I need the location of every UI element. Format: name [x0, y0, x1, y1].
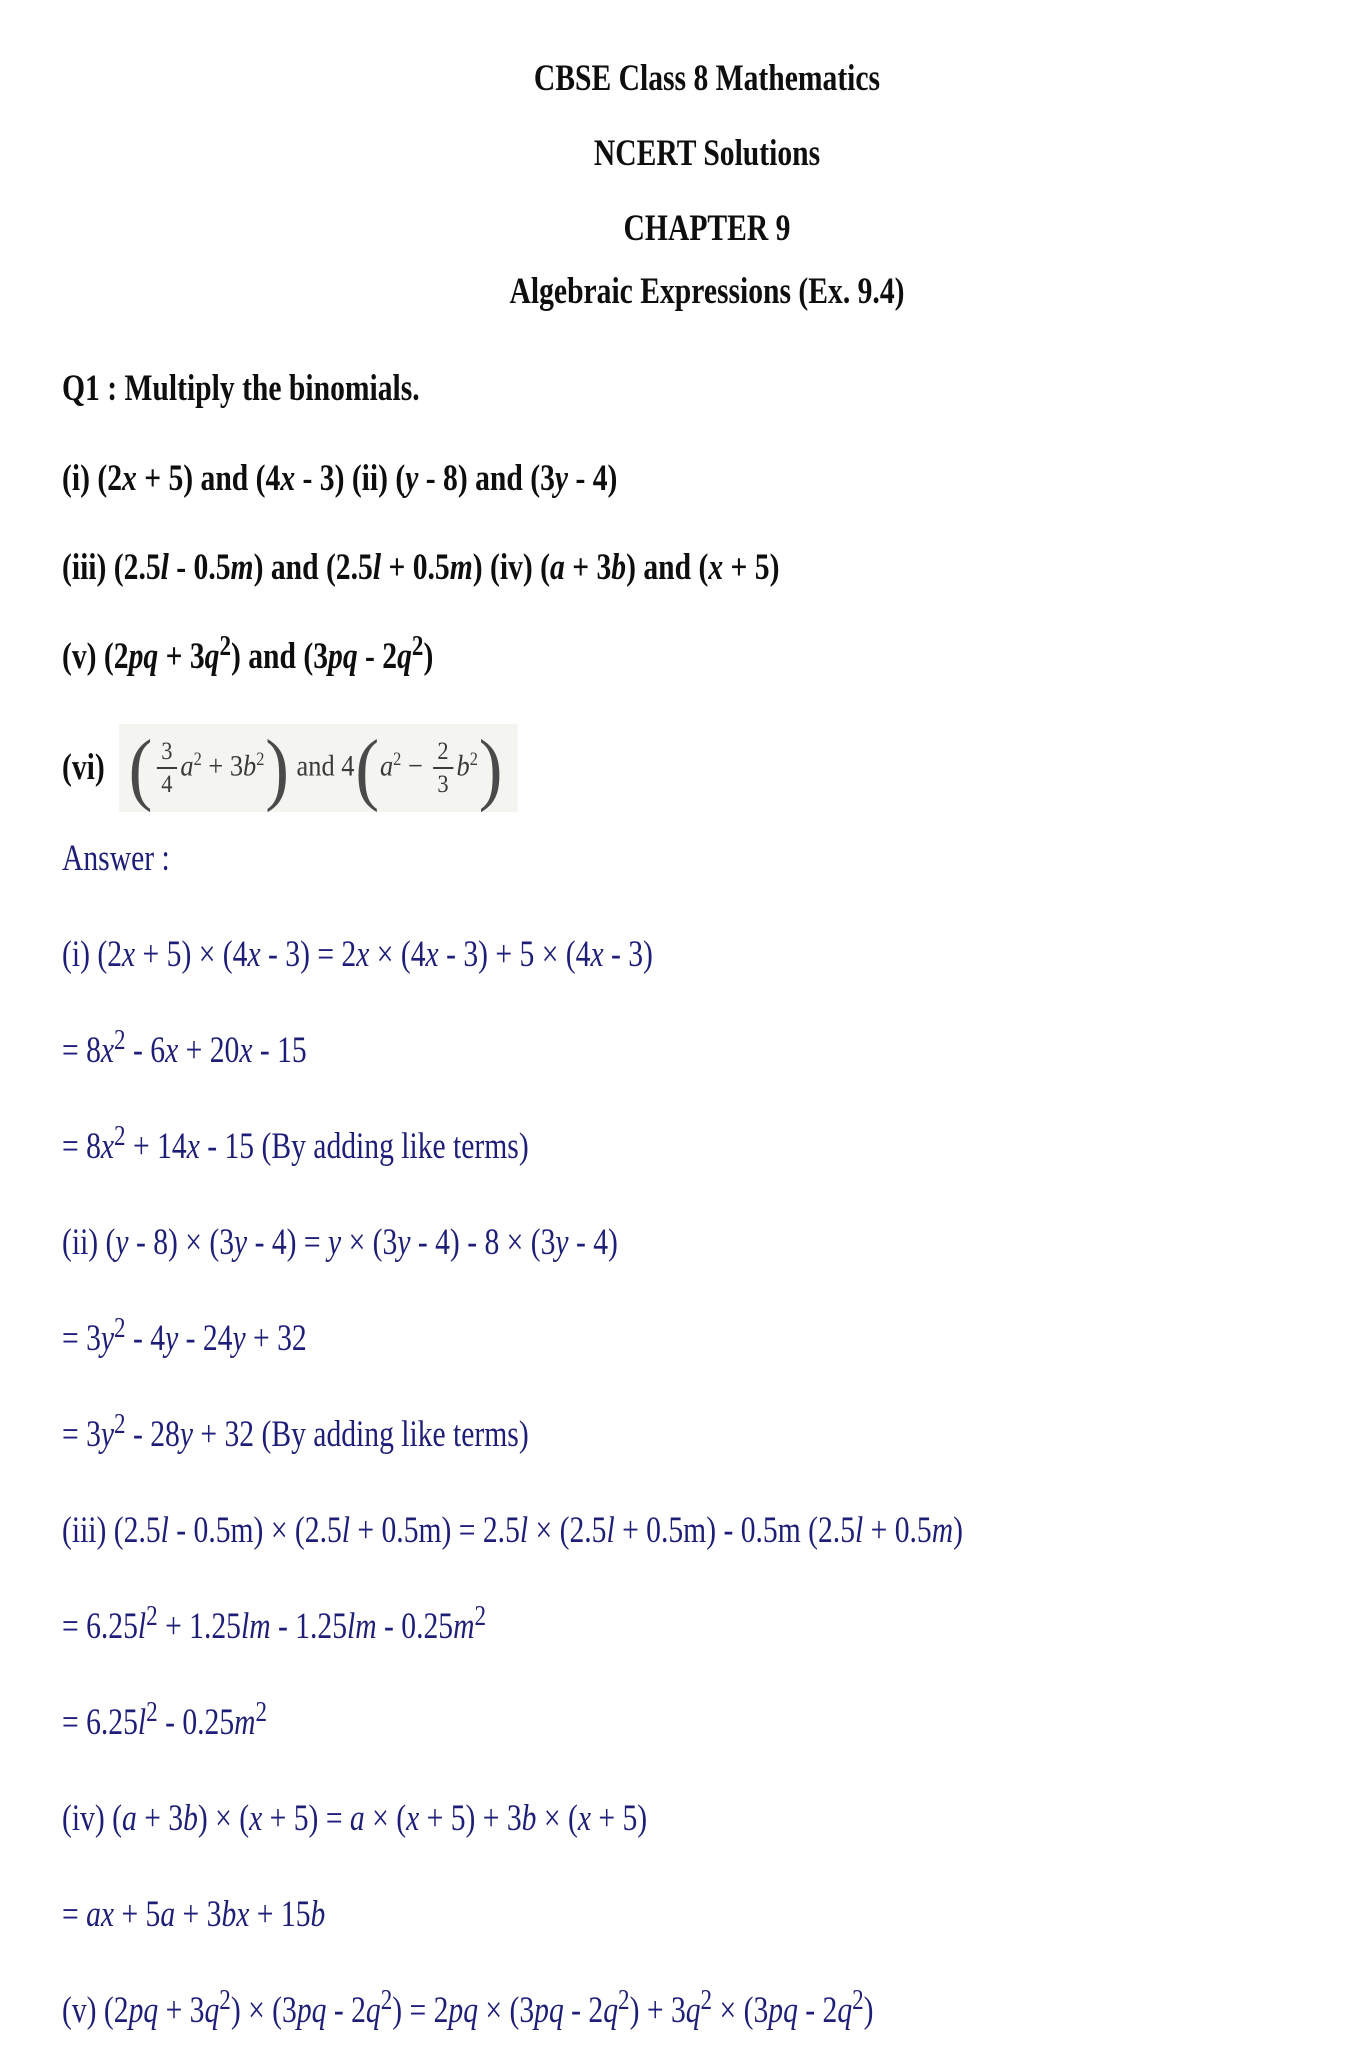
- text-segment: + 32 (By adding like terms): [193, 1414, 529, 1455]
- text-segment: ) + 3: [629, 1990, 686, 2031]
- superscript: 2: [219, 630, 231, 663]
- variable: x: [247, 934, 261, 975]
- text-segment: - 6: [125, 1030, 166, 1071]
- variable: l: [519, 1510, 529, 1551]
- text-segment: - 3) (ii) (: [295, 458, 406, 499]
- question-line-iii-iv: [62, 540, 1107, 596]
- variable: pq: [328, 636, 358, 677]
- text-segment: × (2.5: [528, 1510, 607, 1551]
- paren-glyph: (: [355, 722, 380, 813]
- superscript: 2: [219, 1984, 231, 2017]
- text-segment: (v) (2: [62, 636, 129, 677]
- superscript: 2: [146, 1696, 158, 1729]
- text-segment: ) and (3: [231, 636, 329, 677]
- text-segment: + 0.5m) = 2.5: [350, 1510, 520, 1551]
- document-body: [0, 317, 1368, 2040]
- variable: ax: [86, 1894, 115, 1935]
- superscript: 2: [256, 748, 265, 770]
- variable: x: [425, 934, 439, 975]
- text-segment: + 5) + 3: [419, 1798, 522, 1839]
- text-segment: × (4: [369, 934, 426, 975]
- variable: y: [554, 458, 569, 499]
- text-segment: + 15: [249, 1894, 311, 1935]
- text-segment: and 4: [290, 748, 355, 782]
- text-segment: =: [62, 1894, 87, 1935]
- text-segment: (iv) (: [62, 1798, 122, 1839]
- text-segment: - 3): [603, 934, 653, 975]
- variable: a: [180, 748, 195, 782]
- text-segment: - 2: [326, 1990, 366, 2031]
- text-segment: = 6.25: [62, 1702, 138, 1743]
- variable: y: [328, 1222, 342, 1263]
- text-segment: + 1.25: [157, 1606, 241, 1647]
- superscript: 2: [474, 1600, 487, 1633]
- text-segment: - 8) × (3: [128, 1222, 235, 1263]
- variable: x: [165, 1030, 179, 1071]
- text-segment: = 6.25: [62, 1606, 138, 1647]
- variable: lm: [347, 1606, 377, 1647]
- question-title: Q1 : Multiply the binomials.: [62, 368, 420, 409]
- variable: x: [186, 1126, 200, 1167]
- text-segment: ) (iv) (: [472, 547, 550, 588]
- variable: m: [230, 547, 254, 588]
- variable: x: [239, 1030, 253, 1071]
- variable: b: [611, 547, 627, 588]
- text-segment: + 5): [723, 547, 780, 588]
- text-segment: + 5: [114, 1894, 161, 1935]
- text-segment: + 32: [245, 1318, 307, 1359]
- text-segment: - 2: [797, 1990, 838, 2031]
- variable: x: [356, 934, 370, 975]
- variable: bx: [221, 1894, 250, 1935]
- variable: q: [204, 636, 220, 677]
- text-segment: - 1.25: [270, 1606, 348, 1647]
- text-segment: + 20: [178, 1030, 240, 1071]
- superscript: 2: [618, 1984, 630, 2017]
- answer-line-2: [62, 1022, 1107, 1080]
- variable: x: [590, 934, 604, 975]
- text-segment: + 3: [175, 1894, 222, 1935]
- text-segment: - 15 (By adding like terms): [199, 1126, 529, 1167]
- text-segment: + 3: [158, 636, 205, 677]
- superscript: 2: [114, 1120, 126, 1153]
- variable: b: [243, 748, 257, 782]
- answer-line-7: [62, 1502, 1107, 1560]
- variable: pq: [448, 1990, 479, 2031]
- text-segment: - 0.5: [168, 547, 231, 588]
- text-segment: (i) (2: [62, 458, 122, 499]
- paren-glyph: ): [479, 722, 503, 813]
- variable: y: [405, 458, 419, 499]
- text-segment: - 15: [252, 1030, 307, 1071]
- variable: y: [165, 1318, 179, 1359]
- variable: y: [232, 1318, 246, 1359]
- doc-subtitle: NCERT Solutions: [593, 133, 821, 174]
- text-segment: + 5) =: [262, 1798, 350, 1839]
- text-segment: - 3) = 2: [260, 934, 357, 975]
- variable: l: [160, 1510, 169, 1551]
- chapter-heading: CHAPTER 9: [623, 208, 791, 249]
- text-segment: ): [863, 1990, 874, 2031]
- text-segment: + 3: [136, 1798, 184, 1839]
- variable: q: [397, 636, 412, 677]
- text-segment: + 5) × (4: [135, 934, 248, 975]
- question-line-vi: [62, 718, 1368, 818]
- doc-title: CBSE Class 8 Mathematics: [533, 58, 881, 99]
- variable: l: [606, 1510, 615, 1551]
- text-segment: + 0.5m) - 0.5m (2.5: [614, 1510, 855, 1551]
- variable: b: [456, 748, 471, 782]
- document-header: [0, 0, 1368, 317]
- exercise-heading: Algebraic Expressions (Ex. 9.4): [509, 271, 905, 312]
- superscript: 2: [114, 1408, 126, 1441]
- superscript: 2: [700, 1984, 713, 2017]
- variable: x: [249, 1798, 263, 1839]
- superscript: 2: [852, 1984, 864, 2017]
- variable: pq: [128, 1990, 159, 2031]
- text-segment: + 0.5: [863, 1510, 932, 1551]
- variable: y: [100, 1318, 115, 1359]
- superscript: 2: [114, 1024, 126, 1057]
- answer-line-4: [62, 1214, 1107, 1272]
- answer-line-12: [62, 1982, 1107, 2040]
- variable: x: [100, 1126, 115, 1167]
- answer-line-10: [62, 1790, 1107, 1848]
- text-segment: (i) (2: [62, 934, 122, 975]
- variable: a: [349, 1798, 365, 1839]
- variable: y: [179, 1414, 194, 1455]
- variable: m: [449, 547, 473, 588]
- paren-glyph: (: [129, 722, 153, 813]
- text-segment: + 3: [202, 748, 244, 782]
- superscript: 2: [255, 1696, 268, 1729]
- variable: x: [122, 934, 136, 975]
- text-segment: ) and (2.5: [253, 547, 373, 588]
- superscript: 2: [146, 1600, 158, 1633]
- answer-line-6: [62, 1406, 1107, 1464]
- text-segment: - 4: [125, 1318, 166, 1359]
- text-segment: × (: [536, 1798, 578, 1839]
- variable: l: [137, 1606, 147, 1647]
- text-segment: + 3: [564, 547, 612, 588]
- variable: a: [550, 547, 565, 588]
- answer-line-11: [62, 1886, 1107, 1944]
- text-segment: - 24: [178, 1318, 233, 1359]
- variable: q: [685, 1990, 701, 2031]
- variable: y: [397, 1222, 411, 1263]
- variable: l: [137, 1702, 147, 1743]
- text-segment: + 5): [590, 1798, 648, 1839]
- text-segment: −: [401, 748, 430, 782]
- variable: q: [837, 1990, 853, 2031]
- variable: l: [160, 547, 169, 588]
- text-segment: ): [423, 636, 434, 677]
- fraction: $\frac{3}{4}$: [157, 737, 177, 798]
- question-vi-formula: [119, 724, 517, 813]
- text-segment: - 3) + 5 × (4: [438, 934, 591, 975]
- variable: lm: [240, 1606, 271, 1647]
- answer-line-9: [62, 1694, 1107, 1752]
- text-segment: ) × (3: [230, 1990, 297, 2031]
- variable: b: [183, 1798, 198, 1839]
- variable: x: [280, 458, 296, 499]
- text-segment: - 4): [568, 458, 618, 499]
- answer-heading: Answer :: [62, 838, 170, 879]
- text-segment: + 0.5: [381, 547, 450, 588]
- text-segment: = 8: [62, 1030, 101, 1071]
- text-segment: (iii) (2.5: [62, 547, 161, 588]
- text-segment: - 4) - 8 × (3: [410, 1222, 556, 1263]
- answer-line-1: [62, 926, 1107, 984]
- text-segment: = 3: [62, 1318, 101, 1359]
- superscript: 2: [380, 1984, 393, 2017]
- variable: x: [406, 1798, 420, 1839]
- variable: x: [577, 1798, 591, 1839]
- text-segment: - 2: [563, 1990, 604, 2031]
- text-segment: ) = 2: [392, 1990, 449, 2031]
- text-segment: = 8: [62, 1126, 101, 1167]
- text-segment: × (3: [341, 1222, 398, 1263]
- variable: m: [234, 1702, 256, 1743]
- text-segment: × (3: [478, 1990, 535, 2031]
- question-line-v: [62, 629, 1107, 685]
- variable: a: [380, 748, 394, 782]
- question-vi-label: (vi): [62, 747, 105, 788]
- superscript: 2: [411, 630, 424, 663]
- text-segment: (iii) (2.5: [62, 1510, 161, 1551]
- text-segment: ): [953, 1510, 963, 1551]
- text-segment: × (: [364, 1798, 407, 1839]
- variable: q: [603, 1990, 619, 2031]
- variable: x: [708, 547, 724, 588]
- variable: y: [100, 1414, 115, 1455]
- text-segment: - 8) and (3: [418, 458, 555, 499]
- text-segment: - 28: [125, 1414, 180, 1455]
- variable: q: [204, 1990, 220, 2031]
- paren-glyph: ): [265, 722, 290, 813]
- variable: b: [310, 1894, 326, 1935]
- variable: pq: [534, 1990, 564, 2031]
- answer-line-5: [62, 1310, 1107, 1368]
- variable: y: [555, 1222, 569, 1263]
- variable: l: [341, 1510, 350, 1551]
- variable: q: [365, 1990, 381, 2031]
- text-segment: - 2: [357, 636, 398, 677]
- text-segment: - 4): [568, 1222, 618, 1263]
- text-segment: = 3: [62, 1414, 101, 1455]
- text-segment: - 4) =: [247, 1222, 329, 1263]
- variable: m: [453, 1606, 475, 1647]
- superscript: 2: [470, 748, 479, 770]
- text-segment: + 5) and (4: [136, 458, 281, 499]
- text-segment: + 14: [125, 1126, 187, 1167]
- superscript: 2: [194, 748, 203, 770]
- text-segment: ) × (: [197, 1798, 250, 1839]
- variable: pq: [296, 1990, 327, 2031]
- variable: pq: [768, 1990, 798, 2031]
- text-segment: ) and (: [626, 547, 709, 588]
- variable: x: [122, 458, 137, 499]
- variable: b: [521, 1798, 537, 1839]
- variable: l: [372, 547, 382, 588]
- text-segment: (v) (2: [62, 1990, 129, 2031]
- text-segment: - 0.25: [157, 1702, 235, 1743]
- variable: a: [160, 1894, 176, 1935]
- variable: pq: [128, 636, 159, 677]
- superscript: 2: [393, 748, 402, 770]
- text-segment: - 0.25: [376, 1606, 454, 1647]
- variable: y: [115, 1222, 129, 1263]
- fraction: $\frac{2}{3}$: [433, 737, 453, 798]
- answer-line-8: [62, 1598, 1107, 1656]
- answer-line-3: [62, 1118, 1107, 1176]
- superscript: 2: [114, 1312, 126, 1345]
- text-segment: + 3: [158, 1990, 205, 2031]
- variable: a: [122, 1798, 137, 1839]
- text-segment: (ii) (: [62, 1222, 116, 1263]
- question-line-i-ii: [62, 451, 1107, 507]
- text-segment: × (3: [712, 1990, 769, 2031]
- variable: l: [855, 1510, 864, 1551]
- variable: y: [234, 1222, 248, 1263]
- text-segment: - 0.5m) × (2.5: [168, 1510, 342, 1551]
- variable: x: [100, 1030, 115, 1071]
- variable: m: [931, 1510, 954, 1551]
